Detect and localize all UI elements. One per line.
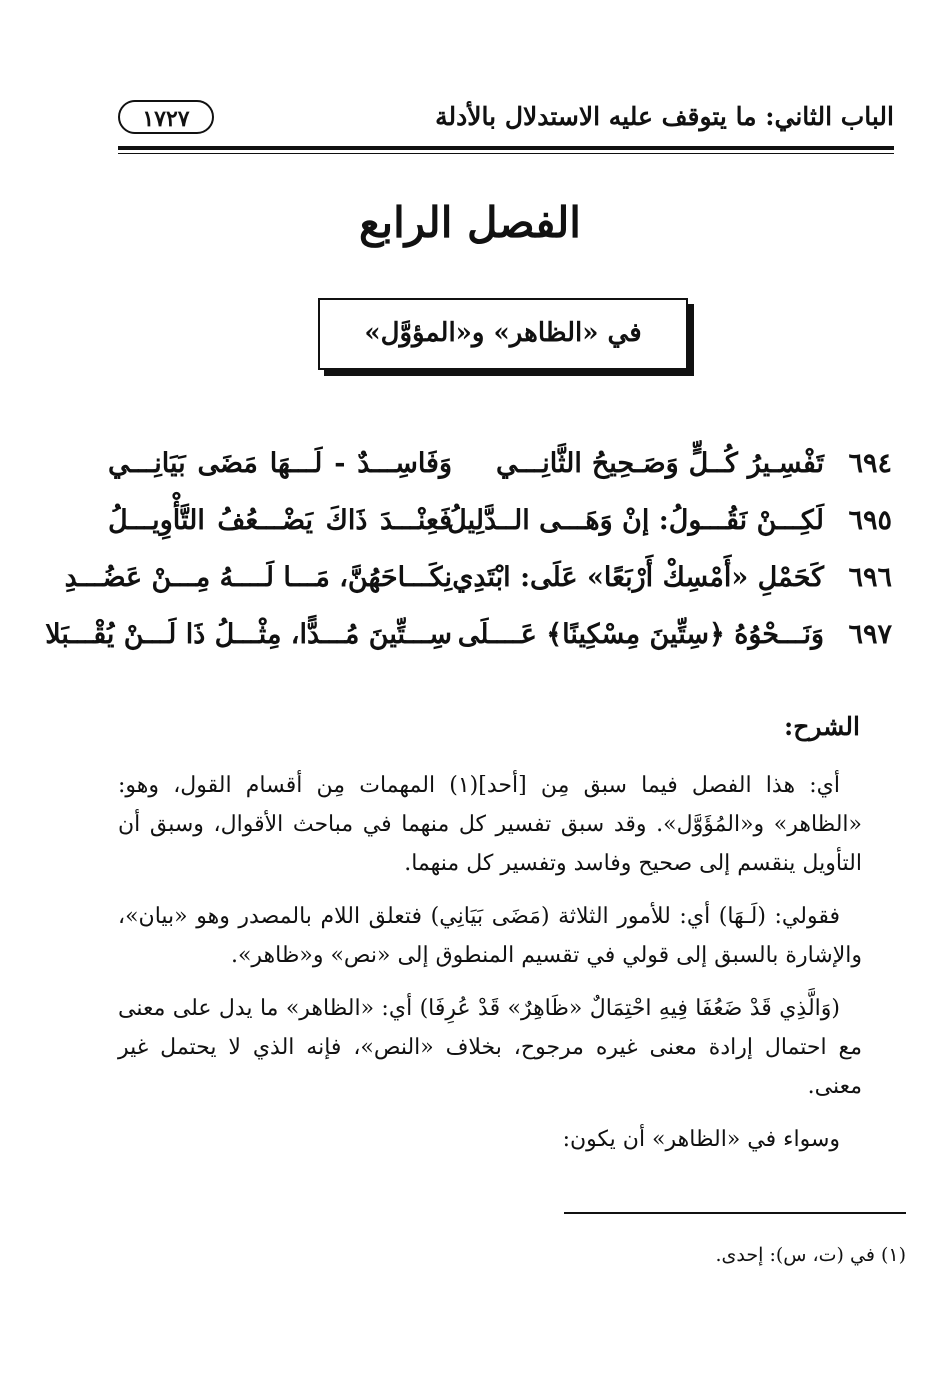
header-rule: [118, 146, 894, 150]
verse-number: ٦٩٤: [848, 448, 892, 479]
verse-number: ٦٩٥: [848, 505, 892, 536]
verse-row: [108, 497, 892, 554]
commentary-paragraph: فقولي: (لَـهَا) أي: للأمور الثلاثة (مَضَى بَيَانِي) فتعلق اللام بالمصدر وهو «بيان»، والإشارة بالسبق إلى قولي في تقسيم المنطوق إلى «نص» و«ظاهر».: [118, 904, 862, 968]
commentary-paragraph: (وَالَّذِي قَدْ ضَعُفَا فِيهِ احْتِمَالٌ «ظَاهِرٌ» قَدْ عُرِفَا) أي: «الظاهر» ما يدل على معنى مع احتمال إرادة معنى غيره مرجوح، بخلاف «النص»، فإنه الذي لا يحتمل غير معنى.: [118, 996, 862, 1099]
verses-block: [45, 440, 892, 668]
chapter-title: الفصل الرابع: [359, 198, 581, 247]
verse-number: ٦٩٦: [848, 562, 892, 593]
commentary-paragraph: أي: هذا الفصل فيما سبق مِن [أحد](١) المهمات مِن أقسام القول، وهو: «الظاهر» و«المُؤَوَّل». وقد سبق تفسير كل منهما في مباحث الأقوال، وسبق أن التأويل ينقسم إلى صحيح وفاسد وتفسير كل منهما.: [118, 773, 862, 876]
verse-first-hemistich: كَحَمْلِ «أَمْسِكْ أَرْبَعًا» عَلَى: ابْتَدِي: [452, 562, 824, 593]
header-title: الباب الثاني: ما يتوقف عليه الاستدلال بالأدلة: [435, 102, 894, 131]
verse-second-hemistich: نِكَـــاحَهُنَّ، مَـــا لَــــهُ مِـــنْ عَضُـــدِ: [64, 562, 452, 593]
verse-second-hemistich: سِـــتِّينَ مُـــدًّا، مِثْـــلُ ذَا لَـــنْ يُقْـــبَلا: [45, 619, 452, 650]
verse-row: [45, 611, 892, 668]
verse-row: [108, 440, 892, 497]
section-title: في «الظاهر» و«المؤوَّل»: [364, 318, 642, 348]
footnote: (١) في (ت، س): إحدى.: [715, 1244, 906, 1266]
verse-number: ٦٩٧: [848, 619, 892, 650]
commentary-label: الشرح:: [783, 712, 860, 741]
commentary-text: [118, 766, 862, 1173]
verse-second-hemistich: فَعِنْـــدَ ذَاكَ يَضْـــعُفُ التَّأْوِيـــلُ: [108, 505, 452, 536]
footnote-separator: [564, 1212, 906, 1214]
header-rule-thin: [118, 153, 894, 154]
page-number: ١٧٢٧: [118, 100, 214, 134]
verse-second-hemistich: وَفَاسِـــدٌ - لَـــهَا مَضَى بَيَانِـــي: [108, 448, 452, 479]
verse-first-hemistich: وَنَـــحْوُهُ ﴿سِتِّينَ مِسْكِينًا﴾ عَــــلَى: [457, 619, 824, 650]
running-header: [118, 98, 894, 142]
commentary-paragraph: وسواء في «الظاهر» أن يكون:: [562, 1127, 840, 1152]
verse-first-hemistich: لَكِـــنْ نَقُـــولُ: إنْ وَهَـــى الــدَّلِيلُ: [447, 505, 824, 536]
verse-first-hemistich: تَفْسِـيرُ كُــلٍّ وَصَـحِيحُ الثَّانِـــي: [496, 448, 824, 479]
verse-row: [64, 554, 892, 611]
section-title-box: [318, 298, 688, 370]
